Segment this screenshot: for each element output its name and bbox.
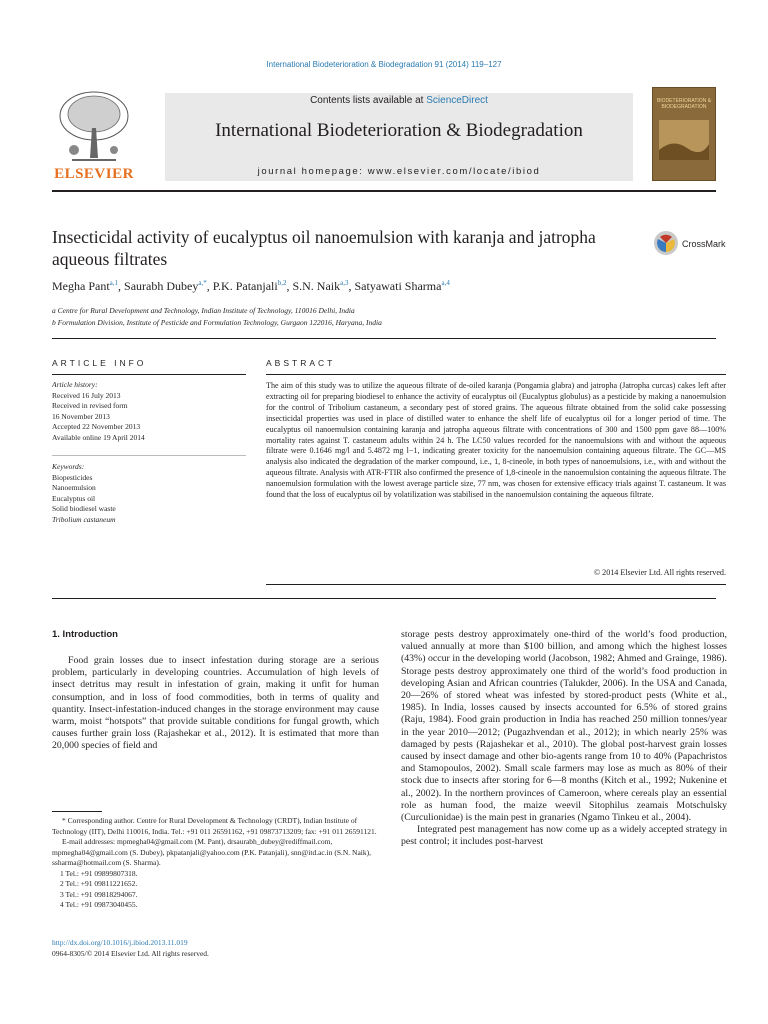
author-name: S.N. Naik [292,279,341,293]
keyword: Biopesticides [52,472,93,482]
intro-left-column: Food grain losses due to insect infestation during storage are a serious problem, particularly in developing countries. Accumulation of high levels of insect detritus may result in infestation of grain, making it unfit for human consumption, and in loss of food commodities, both in terms of quality and quantity. Insect-infestation-induced changes in the storage environment may cause warm, moist “hotspots” that provide suitable conditions for fungal growth, which causes further grain loss (Rajashekar et al., 2012). It is estimated that more than 20,000 species of field and [52,655,379,752]
keyword: Nanoemulsion [52,483,96,492]
doi-link[interactable]: http://dx.doi.org/10.1016/j.ibiod.2013.11.019 [52,938,188,947]
sciencedirect-link[interactable]: ScienceDirect [426,95,488,106]
footnote-tel: 3 Tel.: +91 09818294067. [60,889,138,899]
author-affil-marker[interactable]: a,1 [109,279,119,287]
history-line: Received in revised form [52,401,128,410]
author-name: P.K. Patanjali [212,279,278,293]
journal-citation[interactable]: International Biodeterioration & Biodegradation 91 (2014) 119–127 [266,60,502,69]
author-affil-marker[interactable]: a,4 [441,279,450,287]
journal-cover-thumbnail[interactable] [652,87,716,181]
crossmark-label: CrossMark [682,239,726,249]
abstract-heading: ABSTRACT [266,358,336,368]
author-affil-marker[interactable]: a,* [198,279,207,287]
article-info-heading: ARTICLE INFO [52,358,147,368]
article-history [52,380,252,443]
intro-right-paragraph: storage pests destroy approximately one-third of the world’s food production, valued annually at more than $100 billion, and among which the highest losses (43%) occur in the developing world (Jacobson, 1982; Ahmed and Grainge, 1986). Storage pests destroy approximately one third of the world’s food production in developing Asian and African countries (Talukder, 2006). In the USA and Canada, 20—26% of stored wheat was infested by stored-product pests (White et al., 1985). In India, losses caused by insects accounted for 6.5% of stored grains (Raju, 1984). Food grain production in India has reached 250 million tonnes/year in the year 2010—2012; (Pugazhvendan et al., 2012); in which nearly 25% was damaged by pests (Rajashekar et al., 2010). The global post-harvest grain losses caused by insect damage and other bio-agents range from 10 to 40% (Papachristos and Stamopoulos, 2002). Small scale farmers may lose as much as 80% of their stock due to insects after storing for 6—8 months (Kitch et al., 1992; Nukenine et al., 2002). In the northern provinces of Cameroon, where cereals play an essential role as human food, the maize weevil Sitophilus zeamais Motschulsky (Curculionidae) is the main pest in granaries (Ngamo Tinkeu et al., 2004). [401,629,727,824]
history-line: 16 November 2013 [52,411,110,421]
header-rule [52,190,716,192]
history-line: Received 16 July 2013 [52,390,121,400]
crossmark-badge[interactable] [652,229,732,257]
intro-right-paragraph: Integrated pest management has now come up as a widely accepted strategy in pest control; it includes post-harvest [401,824,727,848]
journal-homepage[interactable]: journal homepage: www.elsevier.com/locate/ibiod [257,166,541,177]
footnote-tel: 4 Tel.: +91 09873040455. [60,900,138,909]
article-info-rule [52,374,246,375]
journal-name: International Biodeterioration & Biodegradation [215,120,583,141]
footnote-tel: 1 Tel.: +91 09899807318. [60,868,138,878]
author-affil-marker[interactable]: b,2 [277,279,287,287]
abstract-rule [266,374,726,375]
contents-prefix: Contents lists available at [310,95,427,106]
footnote-corresponding: * Corresponding author. Centre for Rural Development & Technology (CRDT), Indian Institute of Technology (IIT), Delhi 110016, India. Tel.: +91 011 26591162, +91 09873713209; fax: +91 011 26591121. [52,816,377,836]
footnote-rule [52,811,102,812]
keyword: Eucalyptus oil [52,493,96,503]
doi-block [52,938,209,959]
footnote-emails[interactable]: E-mail addresses: mpmegha04@gmail.com (M. Pant), drsaurabh_dubey@rediffmail.com, mpmegha04@gmail.com (S. Dubey), pkpatanjali@yahoo.com (P.K. Patanjali), snn@itd.ac.in (S.N. Naik), ssharma@hotmail.com (S. Sharma). [52,837,371,867]
affiliation-b: b Formulation Division, Institute of Pesticide and Formulation Technology, Gurgaon 122016, Haryana, India [52,318,382,327]
keywords-block [52,462,252,525]
cover-title: BIODETERIORATION & BIODEGRADATION [656,98,712,110]
author-name: Satyawati Sharma [354,279,442,293]
abstract-bottom-rule [266,584,726,585]
footnotes [52,816,379,911]
keywords-label: Keywords: [52,462,85,471]
keyword: Tribolium castaneum [52,514,116,524]
elsevier-wordmark[interactable]: ELSEVIER [54,166,134,182]
keyword: Solid biodiesel waste [52,504,116,513]
history-label: Article history: [52,380,98,389]
body-top-rule [52,598,716,599]
introduction-heading: 1. Introduction [52,629,118,640]
history-line: Available online 19 April 2014 [52,432,145,442]
article-title: Insecticidal activity of eucalyptus oil nanoemulsion with karanja and jatropha aqueous filtrates [52,227,596,269]
author-list: Megha Pant$^{a,1}$, Saurabh Dubey$^{a,*}$, P.K. Patanjali$^{b,2}$, S.N. Naik$^{a,3}$, Satyawati Sharma$^{a,4}$ [52,279,450,293]
abstract-text: The aim of this study was to utilize the aqueous filtrate of de-oiled karanja (Pongamia glabra) and jatropha (Jatropha curcas) cakes left after extracting oil for preparing biodiesel to enhance the activity of eucalyptus oil (Eucalyptus globulus) as a pesticide by making a nanoemulsion for the control of Tribolium castaneum, a secondary pest of stored grains. The aqueous filtrate obtained from the solid cake possessing insecticidal properties was used in place of distilled water to enhance the shelf life of eucalyptus oil for a longer period of time. The eucalyptus oil nanoemulsion containing karanja and jatropha aqueous filtrate with concentrations of 300 and 1500 ppm gave 88—100% mortality rates against T. castaneum adults within 24 h. The LC50 values recorded for the nanoemulsions with and without the aqueous filtrate were 0.1646 mg/l and 5.4872 mg l−1, indicating greater toxicity for the nanoemulsion containing aqueous filtrate. The GC—MS analysis also indicated the degradation of the marker compound, i.e., 1, 8-cineole, in both types of nanoemulsions, i.e., with and without the aqueous filtrate. Analysis with ATR-FTIR also confirmed the presence of 1,8-cineole in the nanoemulsion containing the aqueous filtrate. The nanoemulsion formulation with the lowest average particle size, 77 nm, was chosen for extensive efficacy trials against T. castaneum. It was found that the loss of eucalyptus oil by volatilization was stabilised in the nanoemulsion containing the aqueous filtrate. [266,381,726,500]
author-name: Megha Pant [52,279,110,293]
affiliation-a: a Centre for Rural Development and Technology, Indian Institute of Technology, 110016 Delhi, India [52,306,355,315]
section-rule [52,338,716,339]
intro-right-column [401,629,727,849]
footnote-tel: 2 Tel.: +91 09811221652. [60,879,138,888]
author-name: Saurabh Dubey [124,279,199,293]
abstract-copyright: © 2014 Elsevier Ltd. All rights reserved. [593,568,726,577]
history-line: Accepted 22 November 2013 [52,422,141,431]
author-affil-marker[interactable]: a,3 [340,279,349,287]
issn-line: 0964-8305/© 2014 Elsevier Ltd. All rights reserved. [52,948,209,958]
keywords-rule [52,455,246,456]
contents-line [165,95,633,106]
